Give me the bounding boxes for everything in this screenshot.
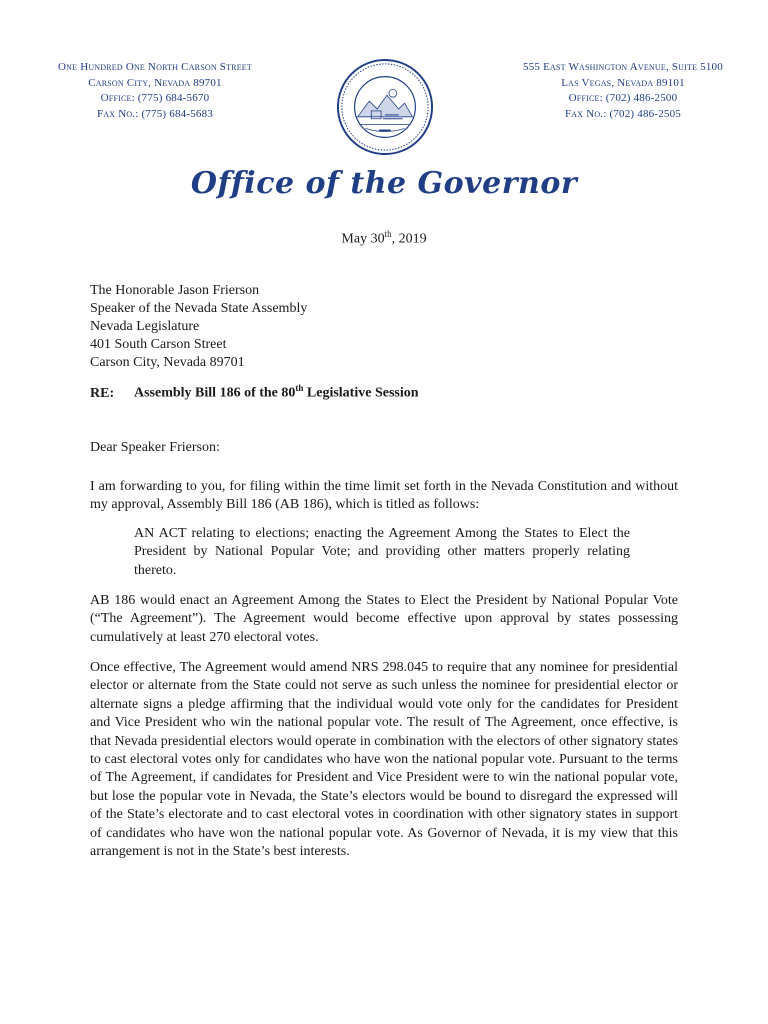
nevada-state-seal-icon [336,58,434,156]
subject-line [90,383,419,402]
body-paragraph-2: AB 186 would enact an Agreement Among the States to Elect the President by National Popular Vote (“The Agreement”). The Agreement would become effective upon approval by states possessing cumulatively at least 270 electoral votes. [90,593,678,645]
subject-label: RE: [90,385,115,401]
salutation: Dear Speaker Frierson: [90,440,220,455]
recipient-line: Carson City, Nevada 89701 [90,355,245,370]
recipient-line: Nevada Legislature [90,319,200,334]
las-vegas-address [508,60,738,122]
date-year: , 2019 [391,231,427,247]
date-month-day: May 30 [341,231,385,247]
bill-title-quote: AN ACT relating to elections; enacting the Agreement Among the States to Elect the President by National Popular Vote; and providing other matters properly relating thereto. [134,526,630,578]
recipient-line: The Honorable Jason Frierson [90,283,260,298]
carson-city-address [50,60,260,122]
address-line: Fax No.: (775) 684-5683 [96,107,214,120]
recipient-line: Speaker of the Nevada State Assembly [90,301,308,316]
address-line: Carson City, Nevada 89701 [88,76,222,89]
subject-text: Assembly Bill 186 of the 80 [134,385,296,401]
address-line: Fax No.: (702) 486-2505 [564,107,682,120]
address-line: Office: (702) 486-2500 [568,92,678,104]
body-paragraph-3: Once effective, The Agreement would amend NRS 298.045 to require that any nominee for presidential elector or alternate from the State could not serve as such unless the nominee for presidential elector or alternate signs a pledge affirming that the individual would vote only for the candidates for President and Vice President who win the national popular vote. The result of The Agreement, once effective, is that Nevada presidential electors would operate in combination with the electors of other signatory states to cast electoral votes only for candidates who have won the national popular vote. Pursuant to the terms of The Agreement, if candidates for President and Vice President were to win the national popular vote, but lose the popular vote in Nevada, the State’s electors would be bound to disregard the expressed will of the State’s electorate and to cast electoral votes in coordination with other signatory states in support of candidates who have won the national popular vote. As Governor of Nevada, it is my view that this arrangement is not in the State’s best interests. [90,660,678,860]
office-title: Office of the Governor [190,166,578,201]
subject-text-end: Legislative Session [303,385,419,401]
address-line: Las Vegas, Nevada 89101 [561,76,685,89]
subject-ordinal: th [295,383,304,393]
body-paragraph-1: I am forwarding to you, for filing within the time limit set forth in the Nevada Constitution and without my approval, Assembly Bill 186 (AB 186), which is titled as follows: [90,479,678,513]
letter-date [0,229,768,248]
address-line: 555 East Washington Avenue, Suite 5100 [523,61,723,73]
address-line: Office: (775) 684-5670 [100,92,210,104]
date-ordinal: th [384,229,392,239]
recipient-block [90,282,307,372]
recipient-line: 401 South Carson Street [90,337,227,352]
address-line: One Hundred One North Carson Street [58,61,252,73]
